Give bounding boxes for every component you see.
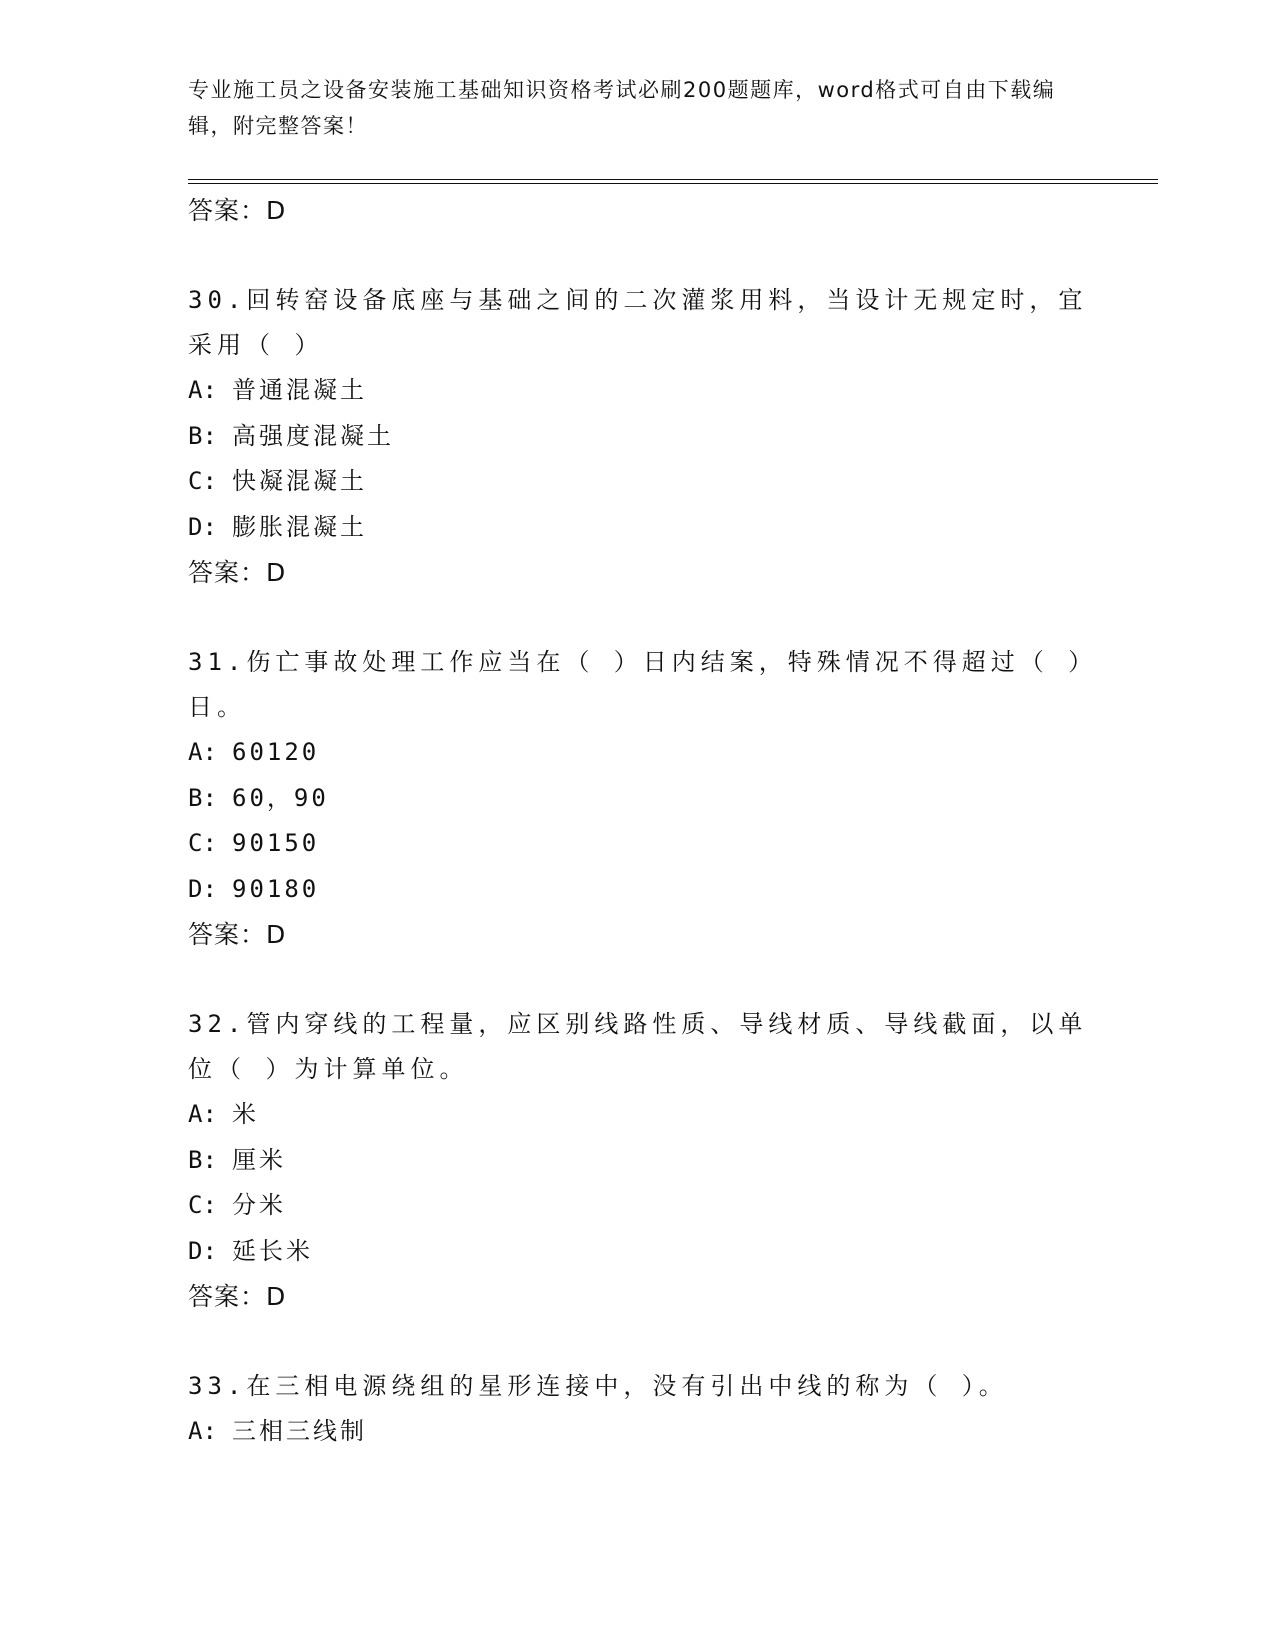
question-stem: 32.管内穿线的工程量，应区别线路性质、导线材质、导线截面，以单位（ ）为计算单位。 bbox=[188, 1010, 1088, 1083]
question-list bbox=[188, 188, 1088, 1455]
answer-line: 答案：D bbox=[188, 558, 287, 587]
option-c bbox=[188, 821, 1088, 867]
option-text: 90150 bbox=[232, 829, 320, 857]
option-text: 60，90 bbox=[232, 783, 329, 812]
answer-line: 答案：D bbox=[188, 920, 287, 949]
header-divider-second bbox=[188, 183, 1158, 184]
option-text: 普通混凝土 bbox=[232, 376, 367, 404]
option-b bbox=[188, 1138, 1088, 1184]
option-a bbox=[188, 368, 1088, 414]
option-text: 60120 bbox=[232, 738, 320, 766]
page-header: 专业施工员之设备安装施工基础知识资格考试必刷200题题库，word格式可自由下载编辑，附完整答案！ bbox=[188, 78, 1056, 138]
question-stem: 31.伤亡事故处理工作应当在（ ）日内结案，特殊情况不得超过（ ）日。 bbox=[188, 648, 1086, 721]
option-text: 米 bbox=[232, 1100, 259, 1128]
option-d bbox=[188, 505, 1088, 551]
header-divider bbox=[188, 179, 1158, 180]
option-letter: A: bbox=[188, 1100, 217, 1128]
option-text: 分米 bbox=[232, 1191, 286, 1219]
option-b bbox=[188, 414, 1088, 460]
question-stem: 30.回转窑设备底座与基础之间的二次灌浆用料，当设计无规定时，宜采用（ ） bbox=[188, 286, 1088, 359]
option-text: 厘米 bbox=[232, 1145, 286, 1174]
option-b bbox=[188, 776, 1088, 822]
option-c bbox=[188, 1183, 1088, 1229]
option-letter: D: bbox=[188, 874, 217, 903]
option-text: 三相三线制 bbox=[232, 1417, 367, 1445]
option-letter: B: bbox=[188, 421, 217, 450]
option-text: 90180 bbox=[232, 874, 320, 903]
option-a bbox=[188, 1092, 1088, 1138]
question-block bbox=[188, 1002, 1088, 1320]
option-letter: A: bbox=[188, 738, 217, 766]
question-stem: 33.在三相电源绕组的星形连接中，没有引出中线的称为（ ）。 bbox=[188, 1372, 1008, 1400]
option-letter: D: bbox=[188, 1236, 217, 1265]
option-text: 延长米 bbox=[232, 1236, 313, 1265]
option-letter: C: bbox=[188, 829, 217, 857]
option-letter: B: bbox=[188, 1145, 217, 1174]
question-block bbox=[188, 640, 1088, 958]
option-letter: B: bbox=[188, 783, 217, 812]
question-block bbox=[188, 1364, 1088, 1455]
option-c bbox=[188, 459, 1088, 505]
option-text: 快凝混凝土 bbox=[232, 467, 367, 495]
question-block bbox=[188, 278, 1088, 596]
option-letter: C: bbox=[188, 467, 217, 495]
option-letter: C: bbox=[188, 1191, 217, 1219]
option-a bbox=[188, 1409, 1088, 1455]
option-letter: A: bbox=[188, 376, 217, 404]
option-letter: D: bbox=[188, 512, 217, 541]
option-d bbox=[188, 867, 1088, 913]
option-text: 膨胀混凝土 bbox=[232, 512, 367, 541]
option-a bbox=[188, 730, 1088, 776]
answer-line: 答案：D bbox=[188, 1282, 287, 1311]
option-text: 高强度混凝土 bbox=[232, 421, 394, 450]
option-d bbox=[188, 1229, 1088, 1275]
answer-line: 答案：D bbox=[188, 196, 287, 225]
option-letter: A: bbox=[188, 1417, 217, 1445]
